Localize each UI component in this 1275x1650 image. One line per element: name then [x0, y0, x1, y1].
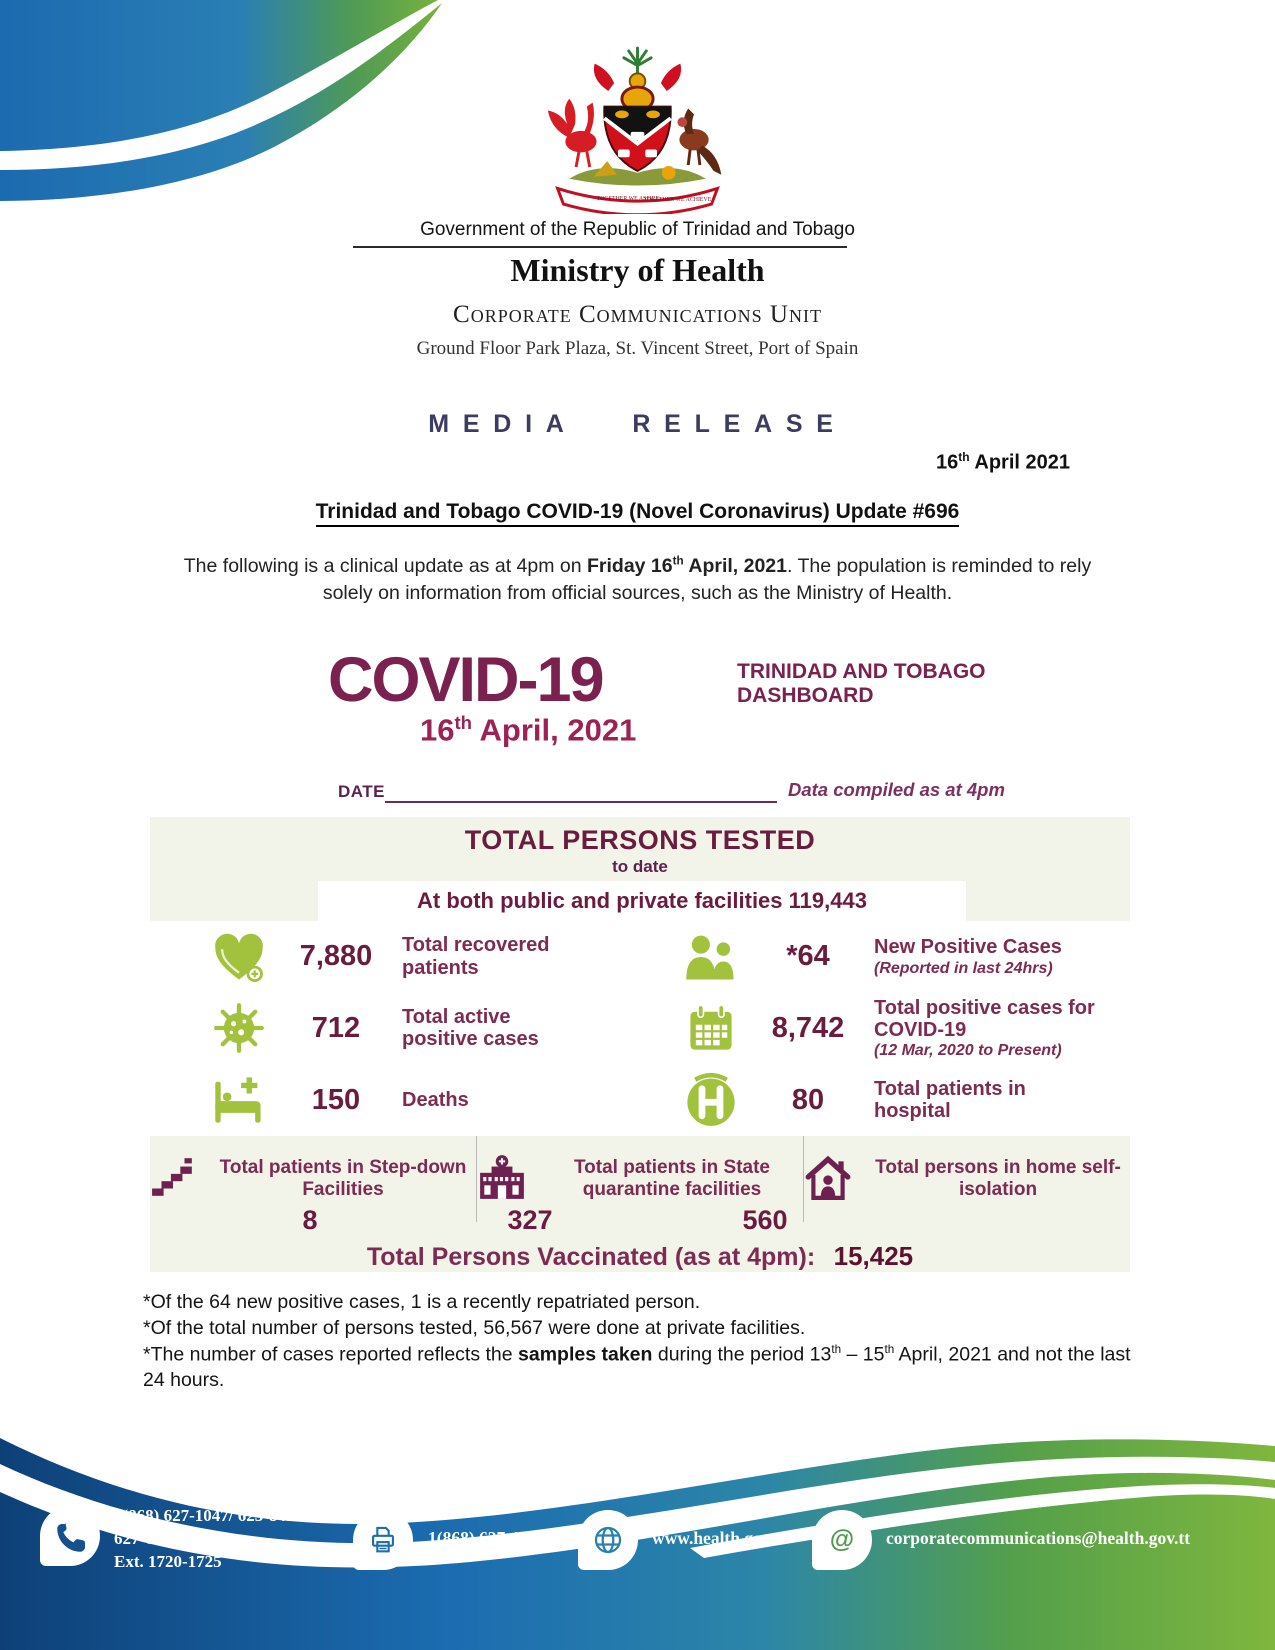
- stat-value: 8,742: [771, 1011, 845, 1044]
- vaccinated-row: [150, 1241, 1130, 1272]
- stat-label-text: Total positive cases for COVID-19: [874, 996, 1095, 1042]
- motto-right: TOGETHER WE ACHIEVE: [643, 197, 712, 204]
- stat-note: (12 Mar, 2020 to Present): [874, 1042, 1062, 1060]
- dashboard-date-day: 16: [420, 712, 455, 748]
- stat-value: 712: [311, 1011, 361, 1044]
- stat-label: Total patients in hospital: [874, 1077, 1026, 1123]
- tested-title: TOTAL PERSONS TESTED: [464, 825, 816, 855]
- stat-value: 7,880: [299, 940, 373, 973]
- header-divider: [353, 246, 847, 248]
- stat-active-cases: [150, 993, 640, 1065]
- scarlet-ibis: [548, 99, 597, 167]
- globe-icon: [578, 1510, 638, 1570]
- intro-bold-date: Friday 16: [587, 555, 673, 577]
- stat-note: (Reported in last 24hrs): [874, 959, 1053, 977]
- cocrico-bird: [677, 109, 721, 175]
- hospital-building-icon: [477, 1154, 527, 1205]
- footnote-3-bold: samples taken: [518, 1343, 653, 1366]
- intro-text-b: . The population is reminded to rely solely on information from official sources, such as the Ministry of Health.: [322, 555, 1092, 604]
- heart-icon: [208, 931, 270, 983]
- dashboard-brand-sub1: TRINIDAD AND TOBAGO: [737, 660, 986, 683]
- facility-label: Total patients in State quarantine facilities: [573, 1157, 770, 1200]
- facility-label: Total patients in Step-down Facilities: [219, 1157, 467, 1200]
- release-date: [936, 450, 1070, 475]
- stat-home-isolation: [803, 1136, 1130, 1222]
- fax-number: 1(868) 627-1047: [428, 1528, 547, 1548]
- footnote-3-sup2: th: [884, 1343, 895, 1356]
- people-icon: [680, 932, 742, 982]
- quarantine-value: 327: [507, 1205, 553, 1235]
- footnote-3-d: April, 2021 and not the last 24 hours.: [143, 1343, 1131, 1391]
- stat-total-recovered: [150, 921, 640, 993]
- stat-label: [874, 997, 1104, 1061]
- footnote-3-c: – 15: [841, 1343, 885, 1366]
- footnote-1: *Of the 64 new positive cases, 1 is a recently repatriated person.: [143, 1291, 701, 1313]
- svg-text:@: @: [829, 1525, 855, 1554]
- header-swoosh-decoration: [0, 0, 470, 235]
- stat-in-hospital: [640, 1064, 1130, 1136]
- update-title-row: [0, 500, 1275, 527]
- unit-title: Corporate Communications Unit: [453, 301, 822, 328]
- footnote-2: *Of the total number of persons tested, 56,567 were done at private facilities.: [143, 1317, 806, 1339]
- dashboard-date-ordinal: th: [454, 712, 473, 733]
- hospital-h-icon: [680, 1073, 742, 1127]
- footnote-3: [143, 1342, 1153, 1393]
- email-at-icon: [812, 1510, 872, 1570]
- facility-label: Total persons in home self-isolation: [875, 1157, 1121, 1200]
- footnote-3-b: during the period 13: [652, 1343, 832, 1366]
- intro-paragraph: [170, 553, 1105, 607]
- stat-total-positive: [640, 993, 1130, 1065]
- vaccinated-value: 15,425: [833, 1241, 914, 1271]
- fax-icon: [353, 1510, 413, 1570]
- stat-label-text: New Positive Cases: [874, 936, 1062, 959]
- motto-left: TOGETHER WE ASPIRE: [596, 196, 660, 203]
- phone-line-2: 627-0010/12/14: [114, 1528, 223, 1548]
- steps-icon: [150, 1155, 196, 1204]
- coat-of-arms: [540, 42, 735, 214]
- stat-value: 80: [791, 1083, 825, 1116]
- date-underline: [385, 801, 777, 803]
- website-url: www.health.gov.tt: [652, 1528, 786, 1548]
- stats-grid: [150, 921, 1130, 1136]
- intro-text-a: The following is a clinical update as at 4pm on: [183, 555, 587, 577]
- release-date-rest: April 2021: [969, 451, 1070, 474]
- intro-date-ordinal: th: [672, 554, 684, 568]
- release-date-day: 16: [936, 451, 959, 474]
- dashboard-date-rest: April, 2021: [472, 712, 637, 748]
- dashboard-panel: [150, 817, 1130, 1272]
- virus-icon: [208, 1002, 270, 1054]
- compiled-note: Data compiled as at 4pm: [788, 779, 1005, 800]
- home-isolation-value: 560: [742, 1205, 788, 1235]
- stat-value: 150: [311, 1083, 361, 1116]
- dashboard-date: [420, 712, 636, 748]
- address-line: Ground Floor Park Plaza, St. Vincent Street, Port of Spain: [416, 338, 859, 359]
- stat-label: Total recovered patients: [402, 934, 550, 979]
- stat-value: *64: [786, 940, 830, 973]
- phone-line-1: 1(868) 627-1047/ 623-8492 or: [114, 1506, 324, 1525]
- dashboard-brand: COVID-19: [328, 645, 603, 715]
- stat-label: [874, 936, 1104, 977]
- dashboard-brand-sub2: DASHBOARD: [737, 684, 874, 707]
- release-date-ordinal: th: [958, 450, 970, 464]
- stat-new-positive: [640, 921, 1130, 993]
- email-address: corporatecommunications@health.gov.tt: [886, 1528, 1191, 1548]
- phone-line-3: Ext. 1720-1725: [114, 1551, 222, 1571]
- ministry-title: Ministry of Health: [510, 252, 765, 288]
- crest-palm: [624, 48, 651, 75]
- stat-label: Total active positive cases: [402, 1006, 539, 1051]
- update-title: Trinidad and Tobago COVID-19 (Novel Coronavirus) Update #696: [316, 500, 960, 527]
- phone-icon: [40, 1506, 100, 1566]
- facilities-box: [318, 881, 966, 921]
- home-isolation-icon: [804, 1154, 852, 1205]
- facilities-line: At both public and private facilities 119,443: [417, 888, 867, 913]
- phone-numbers: [114, 1505, 323, 1574]
- media-release-heading: MEDIA RELEASE: [428, 410, 847, 438]
- intro-bold-date-rest: April, 2021: [683, 555, 787, 577]
- tested-subtitle: to date: [612, 857, 668, 876]
- calendar-icon: [680, 1002, 742, 1054]
- hospital-bed-icon: [208, 1075, 270, 1125]
- footnote-3-sup1: th: [831, 1343, 842, 1356]
- vaccinated-label: Total Persons Vaccinated (as at 4pm):: [366, 1243, 816, 1271]
- date-label: DATE: [338, 782, 386, 801]
- stepdown-value: 8: [302, 1205, 318, 1235]
- footnote-3-a: *The number of cases reported reflects the: [143, 1343, 519, 1366]
- government-line: Government of the Republic of Trinidad and Tobago: [420, 219, 855, 240]
- stat-label: Deaths: [402, 1088, 469, 1111]
- stat-deaths: [150, 1064, 640, 1136]
